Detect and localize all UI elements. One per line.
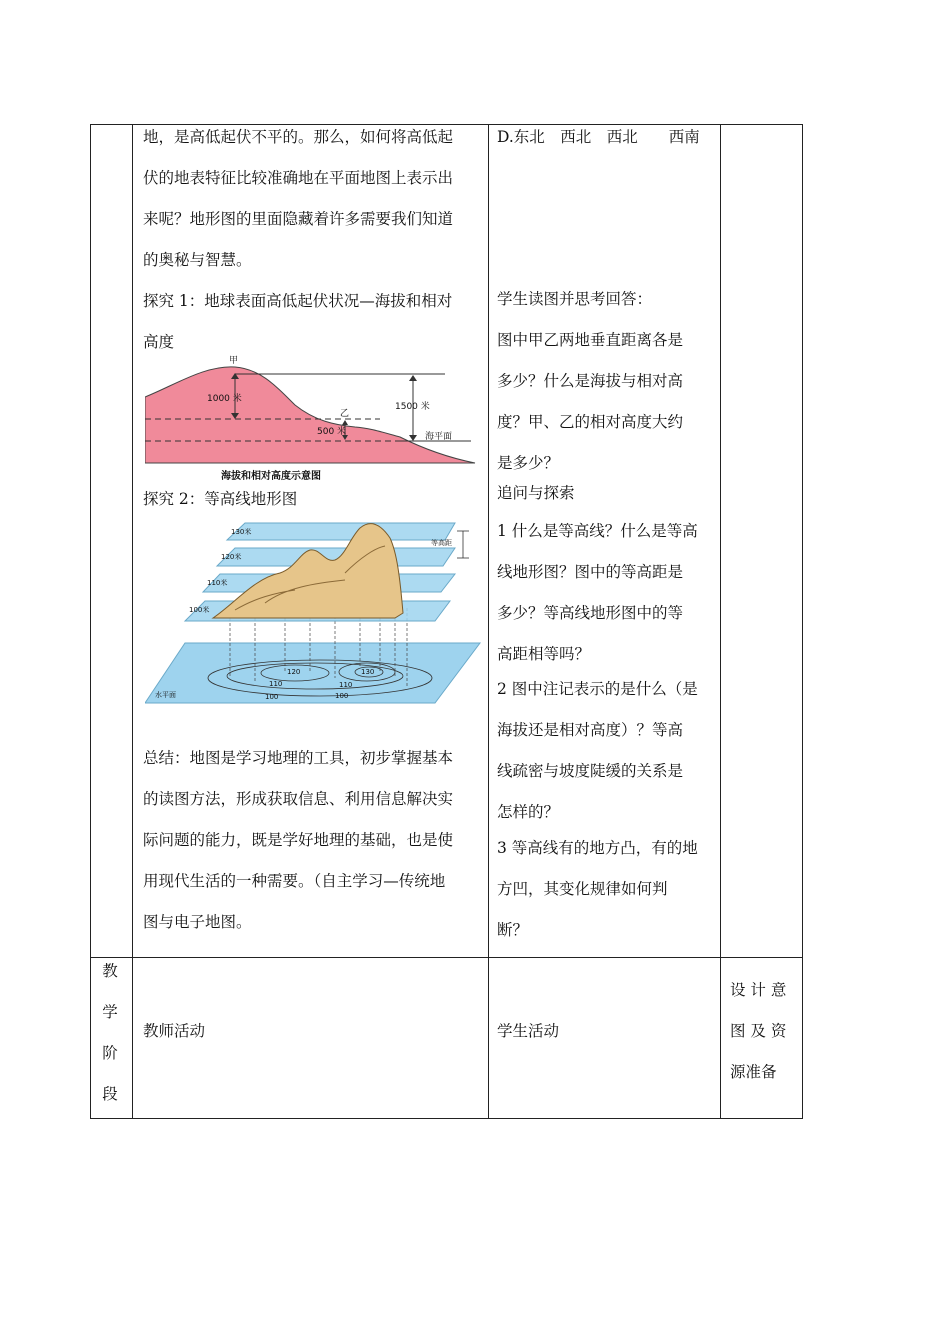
student-activity-header (497, 1011, 697, 1052)
label-yi: 乙 (340, 409, 350, 419)
figure-caption: 海拔和相对高度示意图 (221, 471, 321, 482)
text-char: 段 (102, 1085, 118, 1103)
text-line: 线疏密与坡度陡缓的关系是 (497, 762, 684, 780)
text-line: 图与电子地图。 (143, 913, 252, 931)
col-divider-2 (488, 125, 489, 1118)
text-line: 多少？什么是海拔与相对高 (497, 372, 684, 390)
text-line: 怎样的？ (497, 803, 560, 821)
text-char: 教 (102, 962, 118, 980)
text-line: 图中甲乙两地垂直距离各是 (497, 331, 684, 349)
text-char: 学 (102, 1003, 118, 1021)
plane-130 (227, 523, 455, 540)
altitude-figure (145, 355, 485, 483)
student-answer (497, 117, 722, 158)
text-line: 度？甲、乙的相对高度大约 (497, 413, 684, 431)
teacher-summary (143, 738, 483, 943)
text-line: 2 图中注记表示的是什么（是 (497, 680, 698, 698)
text-line: 来呢？地形图的里面隐藏着许多需要我们知道 (143, 210, 454, 228)
text-line: 际问题的能力，既是学好地理的基础，也是使 (143, 831, 454, 849)
text-line: 追问与探索 (497, 484, 575, 502)
plane-label-130: 130米 (231, 528, 252, 536)
design-header (730, 970, 800, 1093)
student-activities (497, 279, 722, 484)
label-1000m: 1000 米 (207, 394, 242, 404)
text-line: 的读图方法，形成获取信息、利用信息解决实 (143, 790, 454, 808)
label-1500m: 1500 米 (395, 402, 430, 412)
teacher-activity-header (143, 1011, 443, 1052)
row-divider (91, 957, 802, 958)
plane-label-100: 100米 (189, 606, 210, 614)
student-followup (497, 473, 722, 514)
student-question-2 (497, 669, 722, 833)
plane-label-110: 110米 (207, 579, 228, 587)
text-char: 阶 (102, 1044, 118, 1062)
contour-label-120: 120 (287, 668, 301, 676)
contour-interval-label: 等高距 (431, 539, 452, 547)
ground-plane (145, 643, 480, 703)
text-line: 多少？等高线地形图中的等 (497, 604, 684, 622)
text-line: D.东北 西北 西北 西南 (497, 128, 700, 146)
plane-label-120: 120米 (221, 553, 242, 561)
contour-label-100b: 100 (335, 692, 349, 700)
text-line: 图 及 资 (730, 1022, 787, 1040)
text-line: 线地形图？图中的等高距是 (497, 563, 684, 581)
text-line: 设 计 意 (730, 981, 787, 999)
col-divider-1 (132, 125, 133, 1118)
text-line: 学生读图并思考回答： (497, 290, 653, 308)
label-sea-level: 海平面 (425, 432, 453, 442)
text-line: 探究 2：等高线地形图 (143, 490, 298, 508)
text-line: 高度 (143, 333, 175, 351)
text-line: 用现代生活的一种需要。（自主学习—传统地 (143, 872, 446, 890)
text-line: 海拔还是相对高度）？等高 (497, 721, 684, 739)
text-line: 探究 1：地球表面高低起伏状况—海拔和相对 (143, 292, 453, 310)
student-question-3 (497, 828, 722, 951)
text-line: 地，是高低起伏不平的。那么，如何将高低起 (143, 128, 454, 146)
contour-label-100: 100 (265, 693, 279, 701)
terrain-profile (145, 367, 475, 463)
text-line: 伏的地表特征比较准确地在平面地图上表示出 (143, 169, 454, 187)
text-line: 3 等高线有的地方凸，有的地 (497, 839, 698, 857)
ground-label: 水平面 (155, 691, 176, 699)
explore2-heading (143, 479, 483, 520)
text-line: 是多少？ (497, 454, 560, 472)
label-500m: 500 米 (317, 427, 347, 437)
contour-label-130: 130 (361, 668, 375, 676)
text-line: 总结：地图是学习地理的工具，初步掌握基本 (143, 749, 454, 767)
text-line: 1 什么是等高线？什么是等高 (497, 522, 698, 540)
text-line: 的奥秘与智慧。 (143, 251, 252, 269)
student-question-1 (497, 511, 722, 675)
stage-label (100, 951, 120, 1115)
contour-label-110: 110 (269, 680, 283, 688)
text-line: 教师活动 (143, 1022, 206, 1040)
text-line: 方凹，其变化规律如何判 (497, 880, 668, 898)
text-line: 源准备 (730, 1063, 777, 1081)
text-line: 断？ (497, 921, 529, 939)
text-line: 学生活动 (497, 1022, 560, 1040)
contour-label-110b: 110 (339, 681, 353, 689)
altitude-diagram (145, 355, 485, 483)
label-jia: 甲 (229, 356, 239, 366)
text-line: 高距相等吗？ (497, 645, 591, 663)
contour-figure (145, 518, 485, 706)
teacher-intro (143, 117, 483, 363)
